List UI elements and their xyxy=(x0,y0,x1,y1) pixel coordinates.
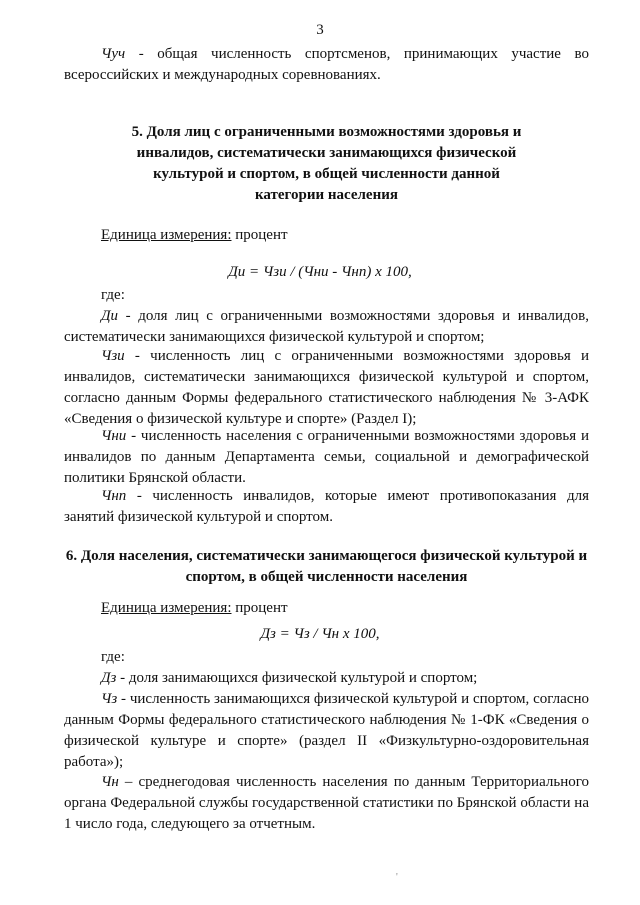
variable-chnp: Чнп xyxy=(101,488,127,504)
variable-di: Ди xyxy=(101,308,119,324)
page-number: 3 xyxy=(316,22,324,38)
definition-dz xyxy=(64,668,589,689)
variable-uch: Чуч xyxy=(101,46,126,62)
definition-text: - численность лиц с ограниченными возможностями здоровья и инвалидов, систематически занимающихся физической культурой и спортом, согласно данным Формы федерального статистического наблюдения № 3-АФК «Сведения о физической культуре и спорте» (Раздел I); xyxy=(64,348,589,427)
variable-chzi: Чзи xyxy=(101,348,125,364)
definition-chn xyxy=(64,772,589,835)
definition-text: - численность инвалидов, которые имеют противопоказания для занятий физической культурой и спортом. xyxy=(64,488,589,525)
section-6-unit xyxy=(101,598,288,619)
definition-chni xyxy=(64,426,589,489)
variable-dz: Дз xyxy=(101,670,117,686)
section-6-where: где: xyxy=(101,649,125,665)
definition-text: - численность населения с ограниченными возможностями здоровья и инвалидов по данным Департамента семьи, социальной и демографической политики Брянской области. xyxy=(64,428,589,486)
section-5-unit xyxy=(101,225,288,246)
variable-chz: Чз xyxy=(101,691,118,707)
unit-value: процент xyxy=(231,600,288,616)
variable-chni: Чни xyxy=(101,428,127,444)
definition-chz xyxy=(64,689,589,773)
section-6-formula: Дз = Чз / Чн x 100, xyxy=(260,626,380,642)
section-5-where: где: xyxy=(101,287,125,303)
section-6-heading: 6. Доля населения, систематически занимающегося физической культурой и спортом, в общей численности населения xyxy=(65,548,588,585)
definition-text: – среднегодовая численность населения по данным Территориального органа Федеральной службы государственной статистики по Брянской области на 1 число года, следующего за отчетным. xyxy=(64,774,589,832)
unit-label: Единица измерения: xyxy=(101,227,232,243)
variable-chn: Чн xyxy=(101,774,119,790)
definition-di xyxy=(64,306,589,348)
definition-text: - численность занимающихся физической культурой и спортом, согласно данным Формы федерального статистического наблюдения № 1-ФК «Сведения о физической культуре и спорте» (раздел II «Физкультурно-оздоровительная работа»); xyxy=(64,691,589,770)
unit-label: Единица измерения: xyxy=(101,600,232,616)
definition-text: - доля занимающихся физической культурой и спортом; xyxy=(116,670,478,686)
definition-text: - общая численность спортсменов, принимающих участие во всероссийских и международных соревнованиях. xyxy=(64,46,589,83)
paragraph-uch-definition xyxy=(64,44,589,86)
section-5-heading: 5. Доля лиц с ограниченными возможностями здоровья и инвалидов, систематически занимающихся физической культурой и спортом, в общей численности данной категории населения xyxy=(131,124,522,203)
definition-chzi xyxy=(64,346,589,430)
unit-value: процент xyxy=(231,227,288,243)
section-5-formula: Ди = Чзи / (Чни - Чнп) x 100, xyxy=(228,264,412,280)
definition-chnp xyxy=(64,486,589,528)
scan-mark: ' xyxy=(396,872,398,883)
definition-text: - доля лиц с ограниченными возможностями здоровья и инвалидов, систематически занимающихся физической культурой и спортом; xyxy=(64,308,589,345)
